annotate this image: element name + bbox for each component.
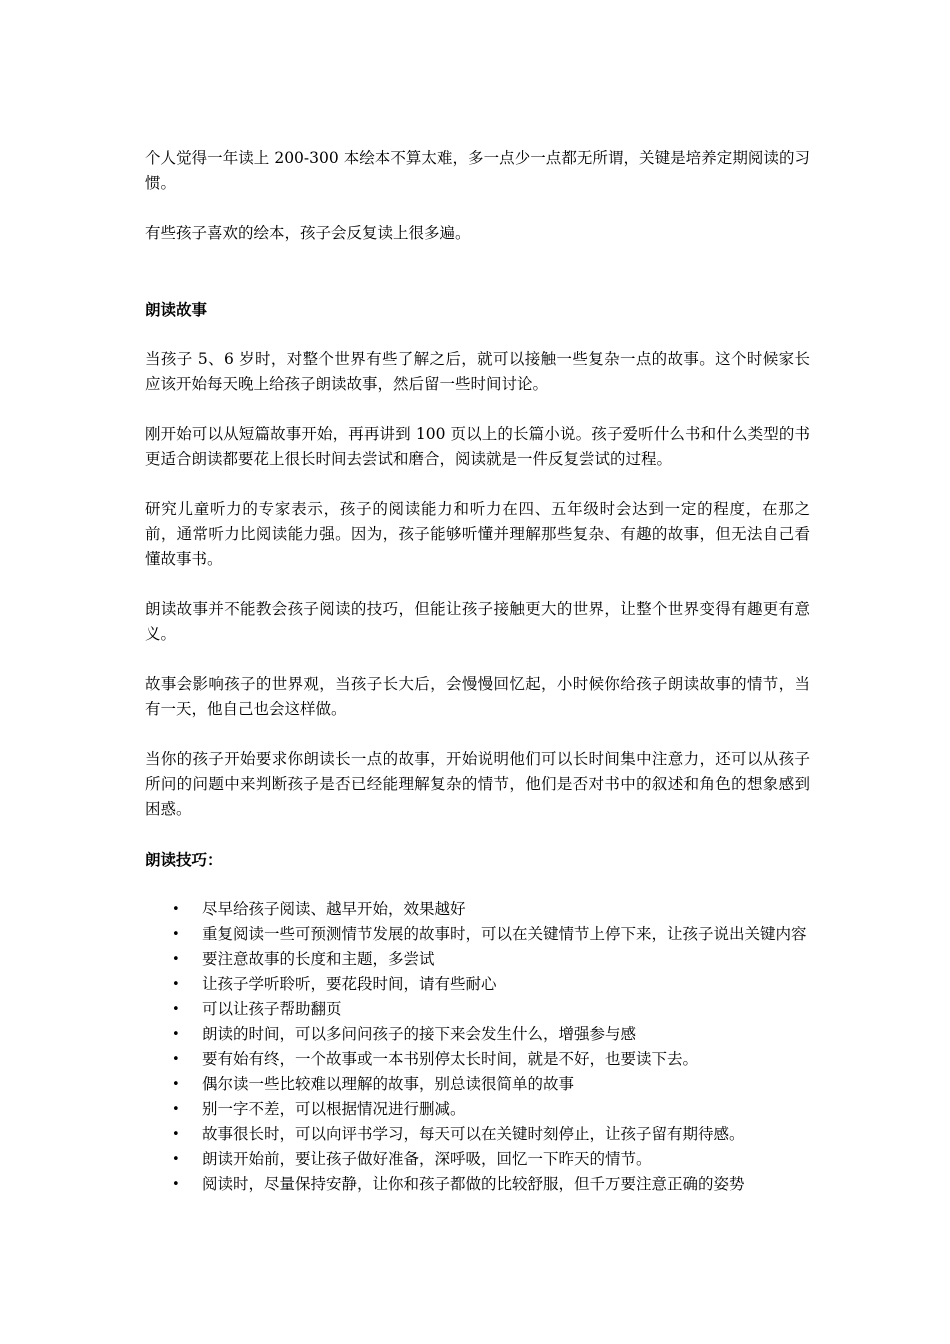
document-page xyxy=(145,146,810,1197)
list-item xyxy=(145,1147,810,1172)
list-item xyxy=(145,1047,810,1072)
list-item xyxy=(145,1022,810,1047)
list-item-text: 要有始有终，一个故事或一本书别停太长时间，就是不好，也要读下去。 xyxy=(202,1050,699,1068)
list-item xyxy=(145,997,810,1022)
list-item xyxy=(145,1122,810,1147)
body-paragraph: 研究儿童听力的专家表示，孩子的阅读能力和听力在四、五年级时会达到一定的程度，在那之前，通常听力比阅读能力强。因为，孩子能够听懂并理解那些复杂、有趣的故事，但无法自己看懂故事书。 xyxy=(145,500,810,568)
body-paragraph: 故事会影响孩子的世界观，当孩子长大后，会慢慢回忆起，小时候你给孩子朗读故事的情节，当有一天，他自己也会这样做。 xyxy=(145,675,810,718)
bullet-icon: • xyxy=(172,1027,180,1042)
list-item-text: 要注意故事的长度和主题，多尝试 xyxy=(202,950,435,968)
bullet-icon: • xyxy=(172,1102,180,1117)
list-item-text: 故事很长时，可以向评书学习，每天可以在关键时刻停止，让孩子留有期待感。 xyxy=(202,1125,745,1143)
bullet-icon: • xyxy=(172,1152,180,1167)
bullet-icon: • xyxy=(172,977,180,992)
bullet-icon: • xyxy=(172,1177,180,1192)
intro-paragraph: 有些孩子喜欢的绘本，孩子会反复读上很多遍。 xyxy=(145,224,471,242)
bullet-icon: • xyxy=(172,1077,180,1092)
bullet-icon: • xyxy=(172,1127,180,1142)
bullet-icon: • xyxy=(172,952,180,967)
bullet-icon: • xyxy=(172,1052,180,1067)
list-item-text: 朗读的时间，可以多问问孩子的接下来会发生什么，增强参与感 xyxy=(202,1025,637,1043)
section-heading-reading-stories: 朗读故事 xyxy=(145,300,208,319)
list-item-text: 偶尔读一些比较难以理解的故事，别总读很简单的故事 xyxy=(202,1075,575,1093)
list-item xyxy=(145,972,810,997)
tips-list xyxy=(145,897,810,1197)
list-item-text: 阅读时，尽量保持安静，让你和孩子都做的比较舒服，但千万要注意正确的姿势 xyxy=(202,1175,745,1193)
bullet-icon: • xyxy=(172,902,180,917)
list-item-text: 可以让孩子帮助翻页 xyxy=(202,1000,342,1018)
body-paragraph: 当孩子 5、6 岁时，对整个世界有些了解之后，就可以接触一些复杂一点的故事。这个时候家长应该开始每天晚上给孩子朗读故事，然后留一些时间讨论。 xyxy=(145,350,810,393)
list-item-text: 尽早给孩子阅读、越早开始，效果越好 xyxy=(202,900,466,918)
list-item-text: 朗读开始前，要让孩子做好准备，深呼吸，回忆一下昨天的情节。 xyxy=(202,1150,652,1168)
list-item xyxy=(145,1072,810,1097)
list-item-text: 重复阅读一些可预测情节发展的故事时，可以在关键情节上停下来，让孩子说出关键内容 xyxy=(202,925,807,943)
list-item xyxy=(145,1097,810,1122)
list-item xyxy=(145,947,810,972)
body-paragraph: 刚开始可以从短篇故事开始，再再讲到 100 页以上的长篇小说。孩子爱听什么书和什么类型的书更适合朗读都要花上很长时间去尝试和磨合，阅读就是一件反复尝试的过程。 xyxy=(145,425,810,468)
bullet-icon: • xyxy=(172,927,180,942)
list-item xyxy=(145,1172,810,1197)
section-heading-reading-tips: 朗读技巧： xyxy=(145,850,223,869)
bullet-icon: • xyxy=(172,1002,180,1017)
list-item xyxy=(145,922,810,947)
list-item-text: 别一字不差，可以根据情况进行删减。 xyxy=(202,1100,466,1118)
body-paragraph: 朗读故事并不能教会孩子阅读的技巧，但能让孩子接触更大的世界，让整个世界变得有趣更有意义。 xyxy=(145,600,810,643)
body-paragraph: 当你的孩子开始要求你朗读长一点的故事，开始说明他们可以长时间集中注意力，还可以从孩子所问的问题中来判断孩子是否已经能理解复杂的情节，他们是否对书中的叙述和角色的想象感到困惑。 xyxy=(145,750,810,818)
list-item-text: 让孩子学听聆听，要花段时间，请有些耐心 xyxy=(202,975,497,993)
list-item xyxy=(145,897,810,922)
intro-paragraph: 个人觉得一年读上 200-300 本绘本不算太难，多一点少一点都无所谓，关键是培养定期阅读的习惯。 xyxy=(145,149,810,192)
